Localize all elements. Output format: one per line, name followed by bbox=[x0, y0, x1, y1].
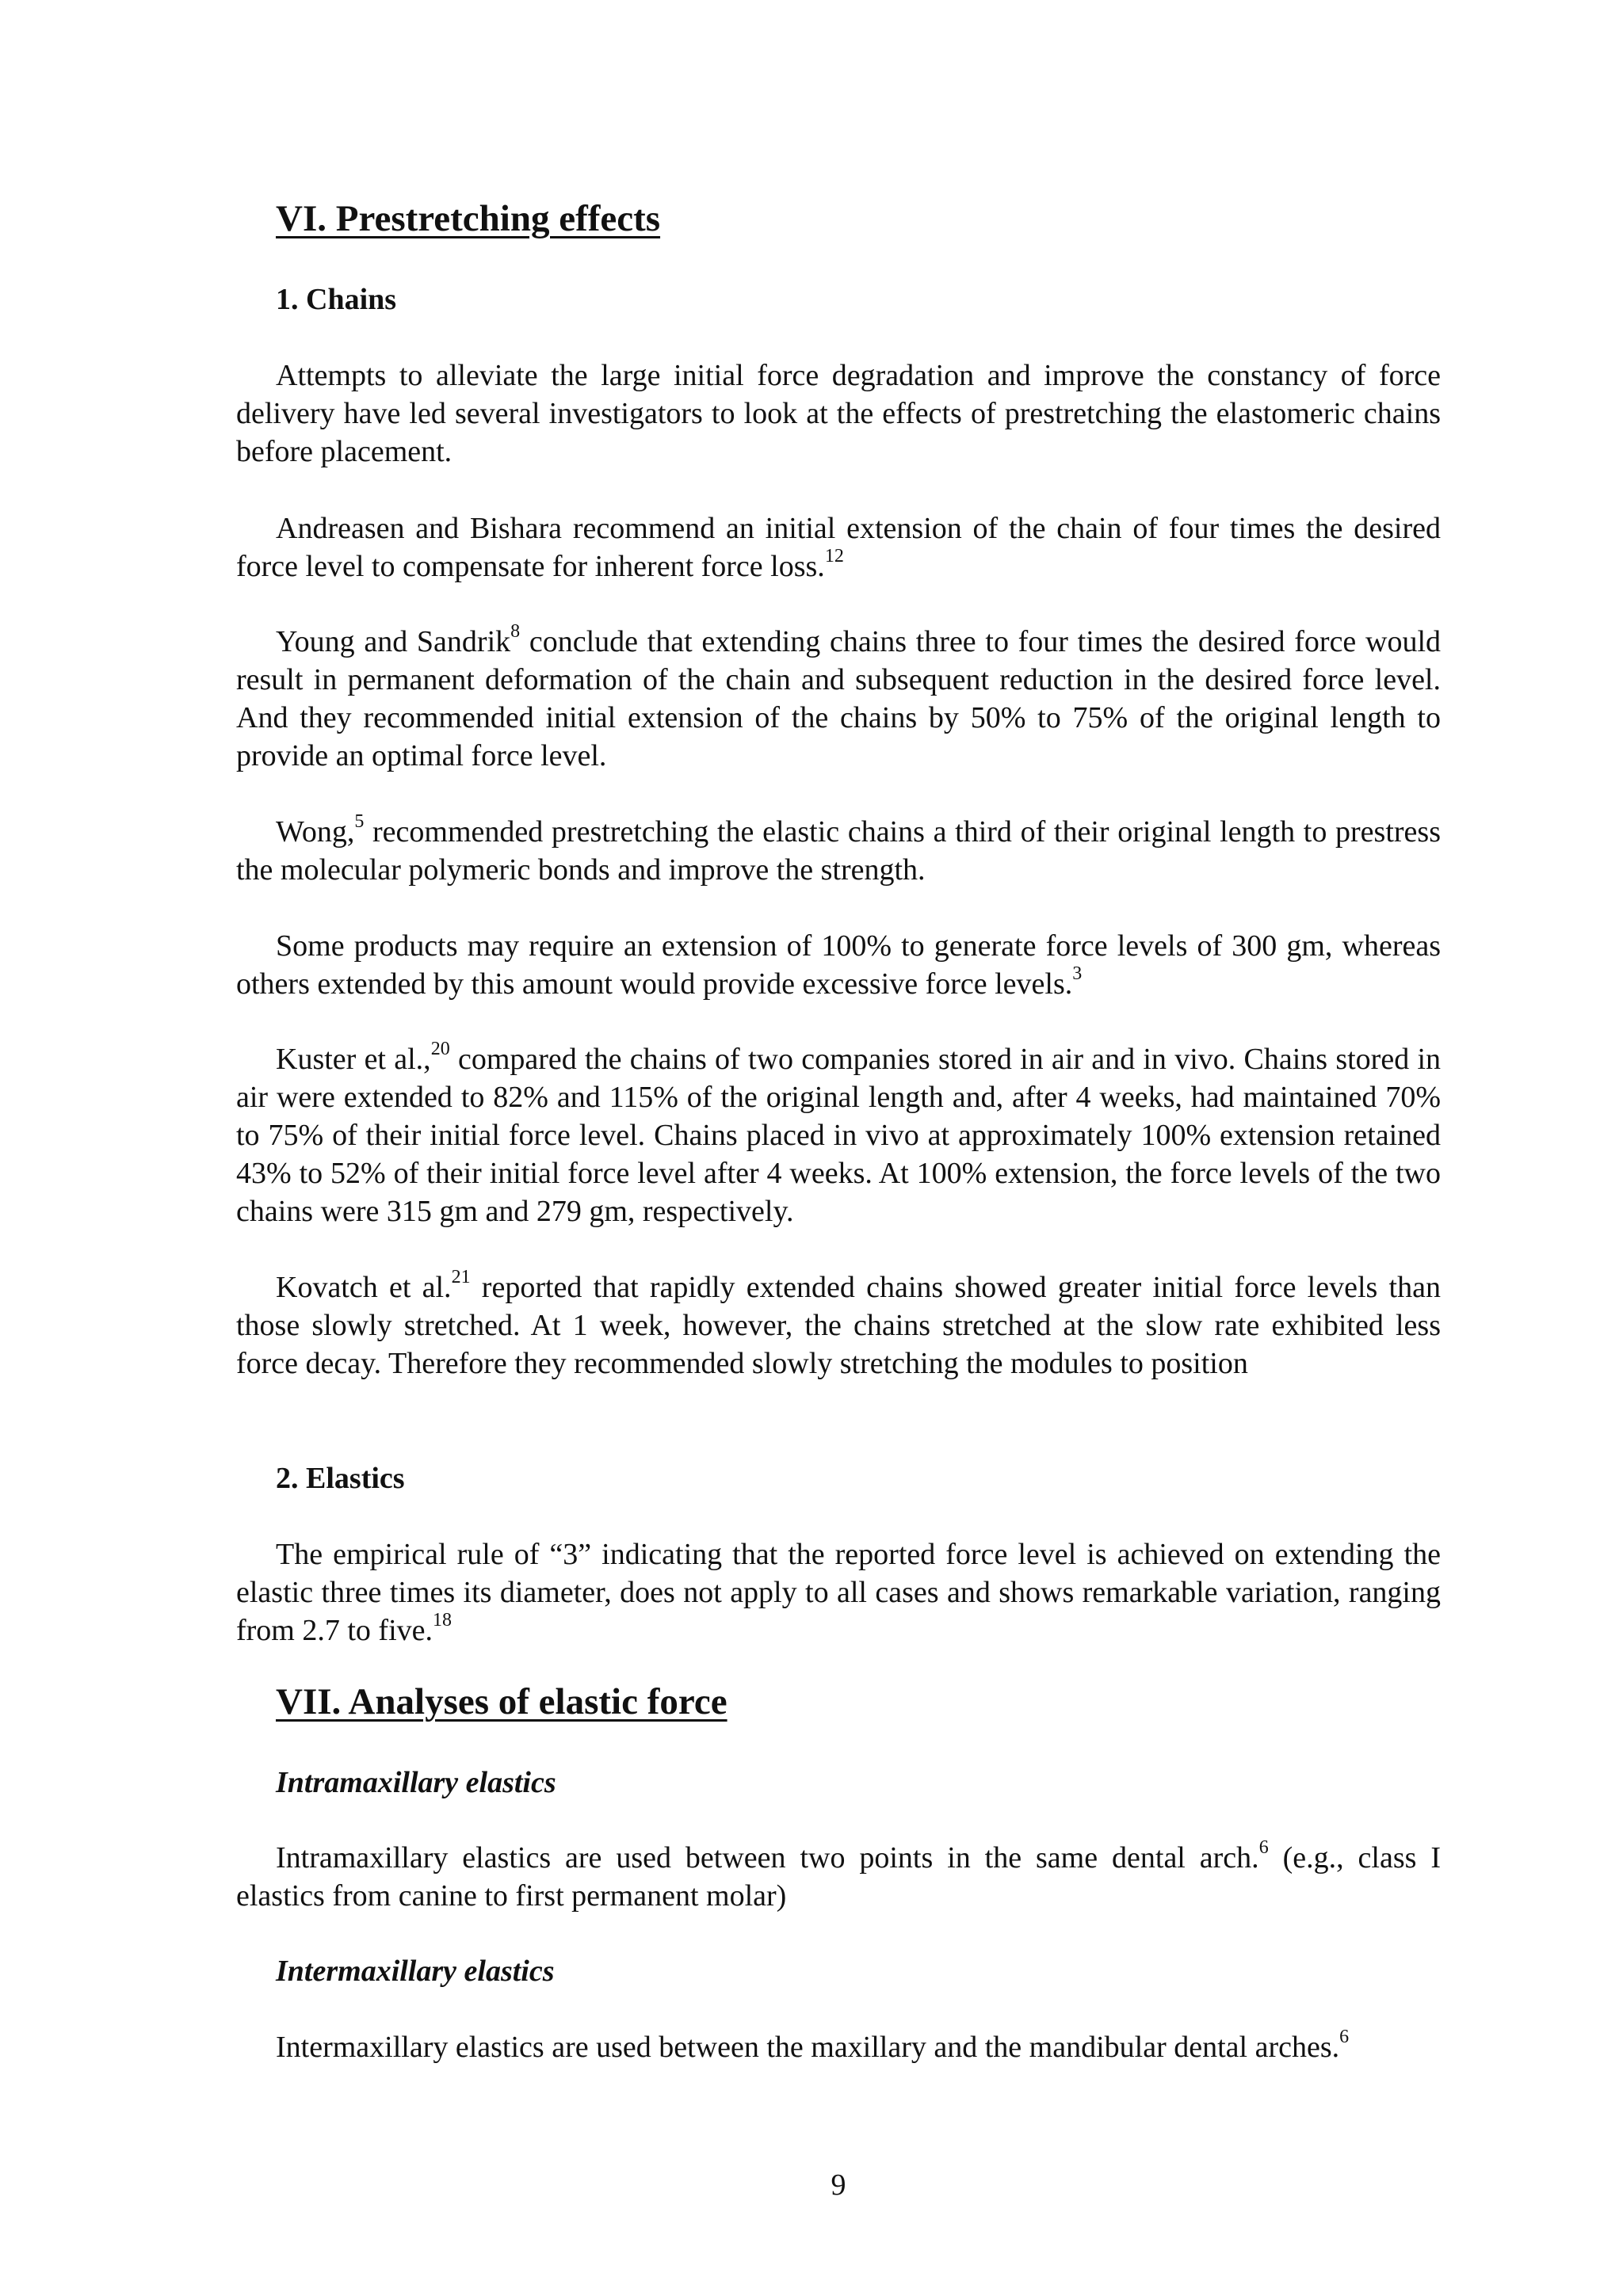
paragraph-empirical-rule bbox=[236, 1535, 1441, 1650]
paragraph-some-products bbox=[236, 927, 1441, 1003]
paragraph-text: Kuster et al., bbox=[276, 1043, 431, 1076]
citation-ref: 3 bbox=[1072, 963, 1083, 985]
citation-ref: 18 bbox=[433, 1610, 453, 1631]
paragraph-text: (e.g., class I elastics from canine to first permanent molar) bbox=[236, 1841, 1441, 1913]
subheading-intermaxillary: Intermaxillary elastics bbox=[276, 1955, 555, 1988]
paragraph-text: Kovatch et al. bbox=[276, 1271, 452, 1304]
paragraph-intramaxillary bbox=[236, 1839, 1441, 1915]
page-number: 9 bbox=[831, 2168, 846, 2202]
paragraph-text: Intermaxillary elastics are used between the maxillary and the mandibular dental arches. bbox=[276, 2031, 1340, 2064]
citation-ref: 8 bbox=[510, 621, 521, 643]
paragraph-text: Young and Sandrik bbox=[276, 625, 511, 658]
subheading-elastics: 2. Elastics bbox=[276, 1462, 405, 1495]
subheading-intramaxillary: Intramaxillary elastics bbox=[276, 1766, 556, 1799]
citation-ref: 6 bbox=[1258, 1837, 1269, 1859]
citation-ref: 20 bbox=[430, 1039, 450, 1060]
paragraph-text: Some products may require an extension of 100% to generate force levels of 300 gm, whereas others extended by this amount would provide excessive force levels. bbox=[236, 929, 1441, 1001]
section-heading-analyses-elastic-force: VII. Analyses of elastic force bbox=[276, 1681, 727, 1722]
paragraph-wong bbox=[236, 813, 1441, 889]
paragraph-chains-intro: Attempts to alleviate the large initial force degradation and improve the constancy of force delivery have led several investigators to look at the effects of prestretching the elastomeric chains before placement. bbox=[236, 359, 1441, 468]
section-heading-prestretching-effects: VI. Prestretching effects bbox=[276, 198, 661, 239]
paragraph-text: conclude that extending chains three to four times the desired force would result in permanent deformation of the chain and subsequent reduction in the desired force level. And they recommended initial extension of the chains by 50% to 75% of the original length to provide an optimal force level. bbox=[236, 625, 1442, 772]
citation-ref: 5 bbox=[354, 811, 365, 833]
paragraph-text: Andreasen and Bishara recommend an initial extension of the chain of four times the desired force level to compensate for inherent force loss. bbox=[236, 512, 1441, 583]
paragraph-text: The empirical rule of “3” indicating that the reported force level is achieved on extending the elastic three times its diameter, does not apply to all cases and shows remarkable variation, ranging from 2.7 to five. bbox=[236, 1538, 1441, 1647]
paragraph-kuster bbox=[236, 1040, 1441, 1230]
paragraph-text: recommended prestretching the elastic chains a third of their original length to prestress the molecular polymeric bonds and improve the strength. bbox=[236, 815, 1441, 887]
citation-ref: 12 bbox=[824, 546, 844, 567]
subheading-chains: 1. Chains bbox=[276, 283, 397, 316]
document-page bbox=[236, 0, 1441, 2296]
paragraph-young-sandrik bbox=[236, 623, 1441, 775]
paragraph-intermaxillary bbox=[236, 2028, 1441, 2066]
paragraph-kovatch bbox=[236, 1268, 1441, 1383]
paragraph-text: Intramaxillary elastics are used between two points in the same dental arch. bbox=[276, 1841, 1259, 1875]
paragraph-text: compared the chains of two companies stored in air and in vivo. Chains stored in air were extended to 82% and 115% of the original length and, after 4 weeks, had maintained 70% to 75% of their initial force level. Chains placed in vivo at approximately 100% extension retained 43% to 52% of their initial force level after 4 weeks. At 100% extension, the force levels of the two chains were 315 gm and 279 gm, respectively. bbox=[236, 1043, 1442, 1228]
citation-ref: 21 bbox=[451, 1267, 471, 1288]
paragraph-text: Wong, bbox=[276, 815, 355, 849]
paragraph-text: reported that rapidly extended chains showed greater initial force levels than those slowly stretched. At 1 week, however, the chains stretched at the slow rate exhibited less force decay. Therefore they recommended slowly stretching the modules to position bbox=[236, 1271, 1441, 1380]
citation-ref: 6 bbox=[1339, 2027, 1350, 2048]
paragraph-andreasen-bishara bbox=[236, 509, 1441, 585]
